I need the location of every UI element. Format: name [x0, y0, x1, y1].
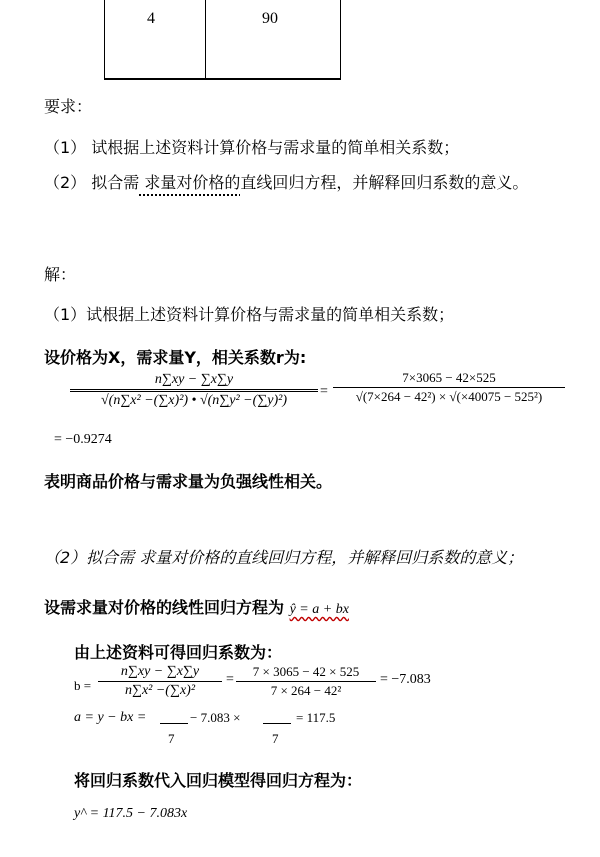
b-result: = −7.083: [380, 672, 431, 687]
part1-conclusion: 表明商品价格与需求量为负强线性相关。: [44, 472, 333, 491]
r-numeric-fraction: [333, 370, 565, 405]
requirements-heading: 要求：: [44, 97, 93, 116]
final-heading: 将回归系数代入回归模型得回归方程为：: [74, 771, 363, 790]
a-denominator-1: 7: [168, 731, 175, 746]
r-formula-denominator: √(n∑x² −(∑x)²) • √(n∑y² −(∑y)²): [70, 391, 318, 409]
final-regression-equation: y^ = 117.5 − 7.083x: [74, 806, 188, 821]
part2-setup: [44, 595, 349, 618]
b-lhs: b =: [74, 678, 92, 693]
part1-title: （1）试根据上述资料计算价格与需求量的简单相关系数；: [44, 305, 455, 324]
a-denominator-2: 7: [272, 731, 279, 746]
b-numeric-bar: [236, 681, 376, 682]
r-formula-numerator: n∑xy − ∑x∑y: [154, 372, 234, 387]
r-equals-sign: =: [320, 384, 328, 399]
r-numeric-bar: [333, 387, 565, 388]
b-numeric-numerator: 7 × 3065 − 42 × 525: [252, 664, 360, 679]
part1-setup: 设价格为X，需求量Y，相关系数r为:: [44, 348, 307, 367]
requirement-item-2: [44, 170, 528, 193]
table-cell-col1: 4: [147, 10, 155, 27]
requirement-item-2-prefix: （2） 拟合需: [44, 173, 140, 192]
part2-title: （2）拟合需 求量对价格的直线回归方程，并解释回归系数的意义；: [44, 548, 524, 567]
r-formula-fraction: [70, 372, 318, 409]
table-bottom-border: [104, 78, 341, 80]
a-middle-term: − 7.083 ×: [190, 710, 241, 725]
b-equals-sign: =: [226, 672, 234, 687]
coef-heading: 由上述资料可得回归系数为：: [74, 643, 283, 662]
b-formula-numerator: n∑xy − ∑x∑y: [120, 664, 200, 679]
b-formula-fraction: [98, 664, 222, 699]
part2-regression-equation: ŷ = a + bx: [289, 602, 349, 617]
r-result: = −0.9274: [54, 432, 112, 447]
requirement-item-1: （1） 试根据上述资料计算价格与需求量的简单相关系数；: [44, 138, 460, 157]
requirement-item-2-suffix: 直线回归方程，并解释回归系数的意义。: [240, 173, 529, 192]
a-line: a = y − bx =: [74, 710, 147, 725]
b-formula-denominator: n∑x² −(∑x)²: [124, 683, 196, 698]
b-numeric-fraction: [236, 664, 376, 699]
table-mid-border: [205, 0, 206, 80]
a-fraction-bar-1: [160, 723, 188, 724]
a-result: = 117.5: [296, 710, 336, 725]
table-left-border: [104, 0, 105, 80]
r-numeric-denominator: √(7×264 − 42²) × √(×40075 − 525²): [355, 389, 543, 404]
b-numeric-denominator: 7 × 264 − 42²: [270, 683, 342, 698]
a-fraction-bar-2: [263, 723, 291, 724]
solution-heading: 解：: [44, 265, 77, 284]
r-numeric-numerator: 7×3065 − 42×525: [402, 370, 496, 385]
part2-setup-text: 设需求量对价格的线性回归方程为: [44, 598, 285, 617]
requirement-item-2-emphasis: 求量对价格的: [139, 173, 241, 192]
b-formula-bar: [98, 681, 222, 682]
r-formula-bar: [70, 389, 318, 390]
table-right-border: [340, 0, 341, 80]
table-cell-col2: 90: [262, 10, 278, 27]
